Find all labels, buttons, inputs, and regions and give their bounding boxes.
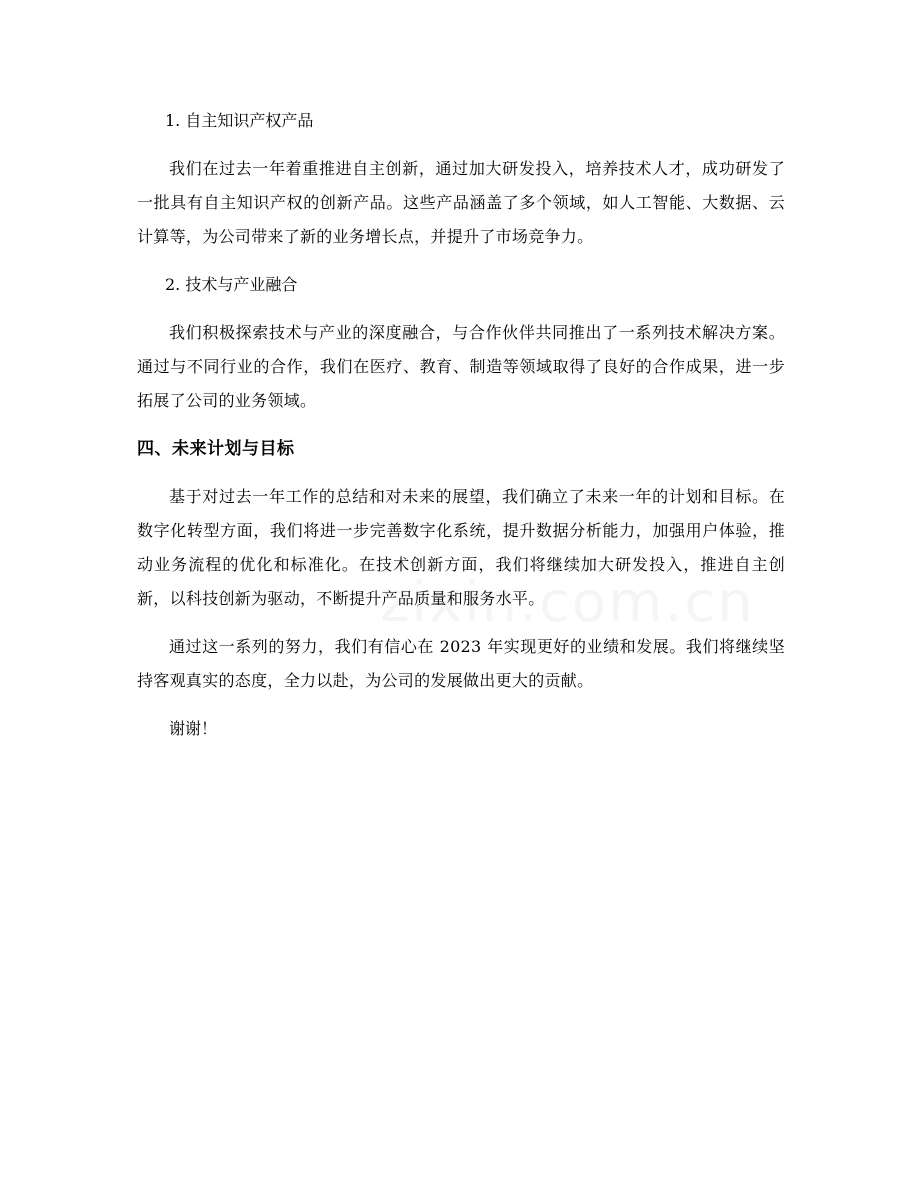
paragraph-future-plans: 基于对过去一年工作的总结和对未来的展望，我们确立了未来一年的计划和目标。在数字化转型方面，我们将进一步完善数字化系统，提升数据分析能力，加强用户体验，推动业务流程的优化和标准化。在技术创新方面，我们将继续加大研发投入，推进自主创新，以科技创新为驱动，不断提升产品质量和服务水平。 bbox=[137, 487, 785, 608]
paragraph-tech-industry: 我们积极探索技术与产业的深度融合，与合作伙伴共同推出了一系列技术解决方案。通过与不同行业的合作，我们在医疗、教育、制造等领域取得了良好的合作成果，进一步拓展了公司的业务领域。 bbox=[137, 323, 785, 410]
subheading-ip-products: 1. 自主知识产权产品 bbox=[165, 111, 314, 130]
section-heading-future-plans: 四、未来计划与目标 bbox=[137, 439, 295, 459]
closing-thanks: 谢谢！ bbox=[169, 719, 218, 738]
subheading-tech-industry: 2. 技术与产业融合 bbox=[165, 275, 298, 294]
document-body bbox=[137, 104, 785, 746]
paragraph-confidence: 通过这一系列的努力，我们有信心在 2023 年实现更好的业绩和发展。我们将继续坚持客观真实的态度，全力以赴，为公司的发展做出更大的贡献。 bbox=[137, 637, 785, 690]
paragraph-ip-products: 我们在过去一年着重推进自主创新，通过加大研发投入，培养技术人才，成功研发了一批具有自主知识产权的创新产品。这些产品涵盖了多个领域，如人工智能、大数据、云计算等，为公司带来了新的业务增长点，并提升了市场竞争力。 bbox=[137, 159, 785, 246]
